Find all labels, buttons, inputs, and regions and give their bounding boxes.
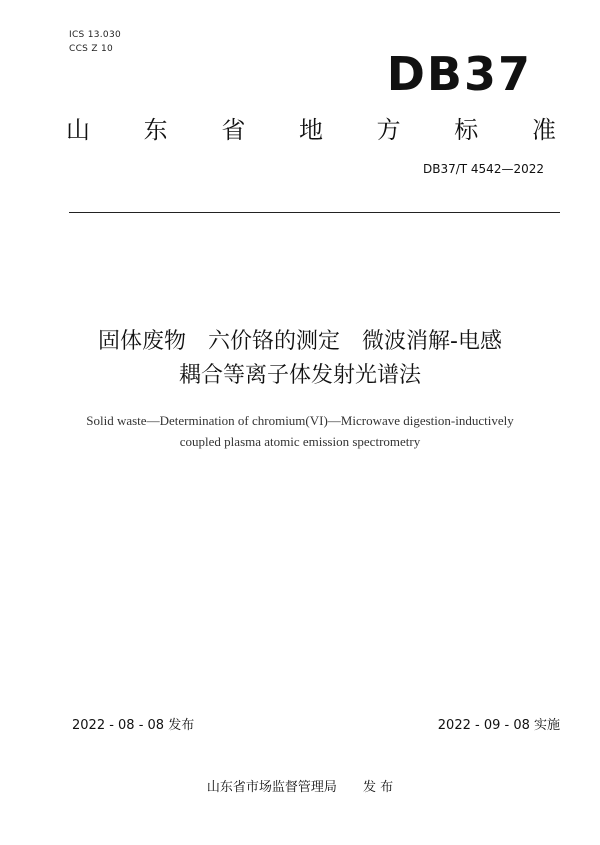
ics-code: ICS 13.030 [69,30,122,40]
english-title-line-2: coupled plasma atomic emission spectrometry [179,434,421,449]
issue-date: 2022 - 08 - 08 发布 [72,718,195,733]
standard-type-char: 省 [221,116,246,144]
english-title-line-1: Solid waste—Determination of chromium(VI)—Microwave digestion-inductively [86,413,514,428]
ccs-code: CCS Z 10 [69,44,114,54]
db37-logo: DB37 [386,47,532,101]
chinese-title [40,325,560,393]
standard-type-char: 东 [143,116,168,144]
standard-type-char: 方 [376,116,401,144]
chinese-title-line-2: 耦合等离子体发射光谱法 [178,363,421,388]
standard-type-heading [66,110,556,150]
standard-type-char: 准 [531,116,556,144]
standard-type-char: 标 [454,116,479,144]
english-title [40,410,560,452]
standard-type-char: 地 [298,116,323,144]
standard-type-char: 山 [66,116,90,144]
header-divider [69,212,560,213]
publisher-line [0,776,600,795]
publish-label: 发 布 [362,780,394,795]
standard-number: DB37/T 4542—2022 [422,162,544,176]
publisher-name: 山东省市场监督管理局 [206,780,337,795]
implementation-date: 2022 - 09 - 08 实施 [437,718,560,733]
chinese-title-line-1: 固体废物 六价铬的测定 微波消解-电感 [98,329,502,354]
